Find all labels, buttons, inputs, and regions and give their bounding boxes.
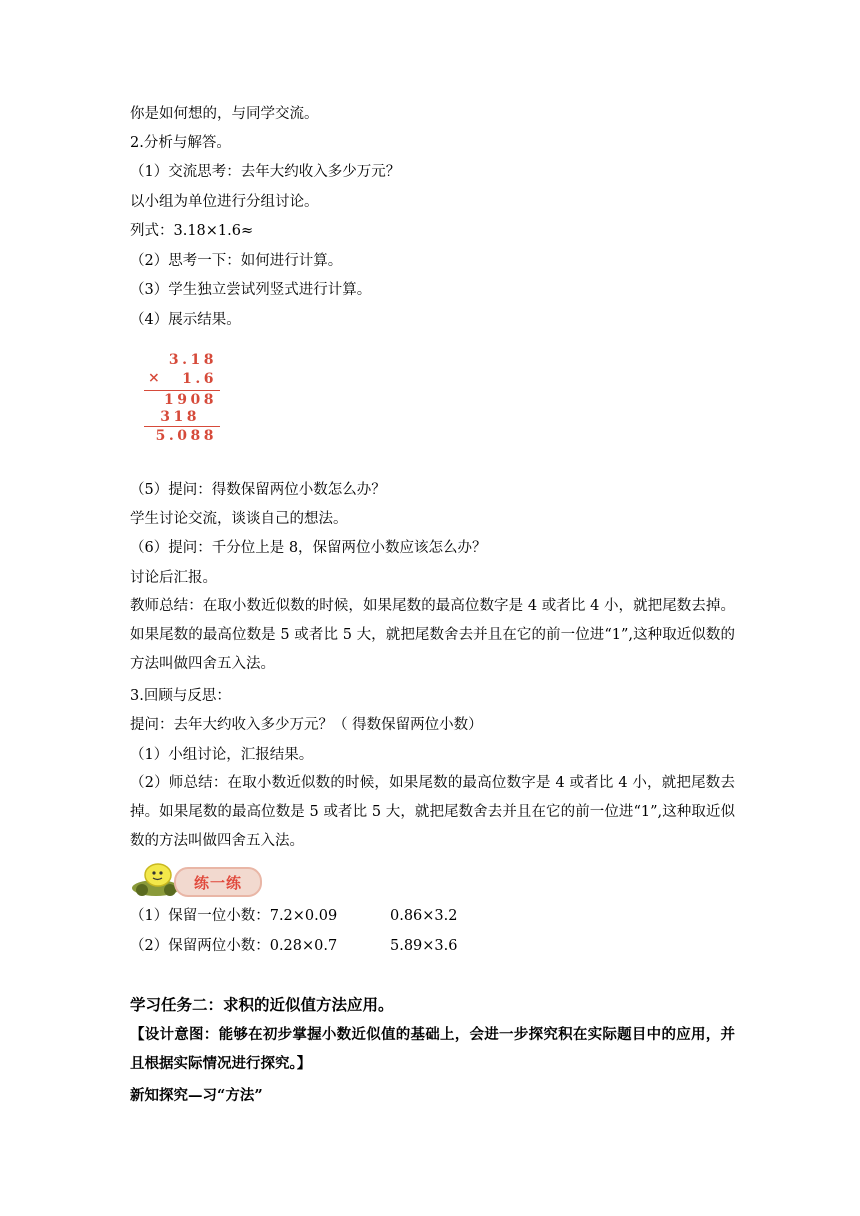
text-line: 讨论后汇报。 xyxy=(130,570,217,586)
exercise-2-a: （2）保留两位小数：0.28×0.7 xyxy=(130,938,338,954)
calc-product: 5.088 xyxy=(155,428,217,444)
practice-badge xyxy=(130,862,260,898)
text-line: 以小组为单位进行分组讨论。 xyxy=(130,194,319,210)
calc-partial-2: 318 xyxy=(160,409,200,425)
text-line: （5）提问：得数保留两位小数怎么办？ xyxy=(130,482,386,498)
section-heading: 3.回顾与反思： xyxy=(130,688,231,704)
subsection-heading: 新知探究—习“方法” xyxy=(130,1087,263,1104)
design-intent-paragraph: 【设计意图：能够在初步掌握小数近似值的基础上，会进一步探究积在实际题目中的应用，并且根据实际情况进行探究。】 xyxy=(130,1026,735,1072)
calc-multiplicand: 3.18 xyxy=(168,352,217,368)
text-line: （6）提问：千分位上是 8，保留两位小数应该怎么办？ xyxy=(130,540,487,556)
text-line: （2）思考一下：如何进行计算。 xyxy=(130,253,343,269)
multiply-sign: × xyxy=(148,370,160,386)
vertical-multiplication xyxy=(140,350,225,445)
task-heading: 学习任务二：求积的近似值方法应用。 xyxy=(130,996,394,1014)
exercise-1-a: （1）保留一位小数：7.2×0.09 xyxy=(130,908,338,924)
text-line: 学生讨论交流，谈谈自己的想法。 xyxy=(130,511,348,527)
calc-rule xyxy=(144,426,220,427)
text-line: 你是如何想的，与同学交流。 xyxy=(130,106,319,122)
section-heading: 2.分析与解答。 xyxy=(130,135,231,151)
teacher-summary-paragraph: 教师总结：在取小数近似数的时候，如果尾数的最高位数字是 4 或者比 4 小，就把尾数去掉。如果尾数的最高位数是 5 或者比 5 大，就把尾数舍去并且在它的前一位进“1”,这种取近似数的方法叫做四舍五入法。 xyxy=(130,598,735,672)
text-line: （4）展示结果。 xyxy=(130,312,241,328)
calc-rule xyxy=(144,390,220,391)
practice-badge-pill xyxy=(174,867,262,897)
practice-badge-label: 练一练 xyxy=(193,874,242,892)
equation-line: 列式：3.18×1.6≈ xyxy=(130,223,254,239)
text-line: 提问：去年大约收入多少万元？（ 得数保留两位小数） xyxy=(130,717,483,733)
exercise-2-b: 5.89×3.6 xyxy=(390,938,458,954)
exercise-1-b: 0.86×3.2 xyxy=(390,908,458,924)
calc-multiplier: 1.6 xyxy=(182,371,217,387)
summary-paragraph: （2）师总结：在取小数近似数的时候，如果尾数的最高位数字是 4 或者比 4 小，就把尾数去掉。如果尾数的最高位数是 5 或者比 5 大，就把尾数舍去并且在它的前一位进“1”,这种取近似数的方法叫做四舍五入法。 xyxy=(130,775,735,849)
text-line: （3）学生独立尝试列竖式进行计算。 xyxy=(130,282,372,298)
text-line: （1）交流思考：去年大约收入多少万元？ xyxy=(130,164,401,180)
text-line: （1）小组讨论，汇报结果。 xyxy=(130,747,314,763)
calc-partial-1: 1908 xyxy=(164,392,217,408)
